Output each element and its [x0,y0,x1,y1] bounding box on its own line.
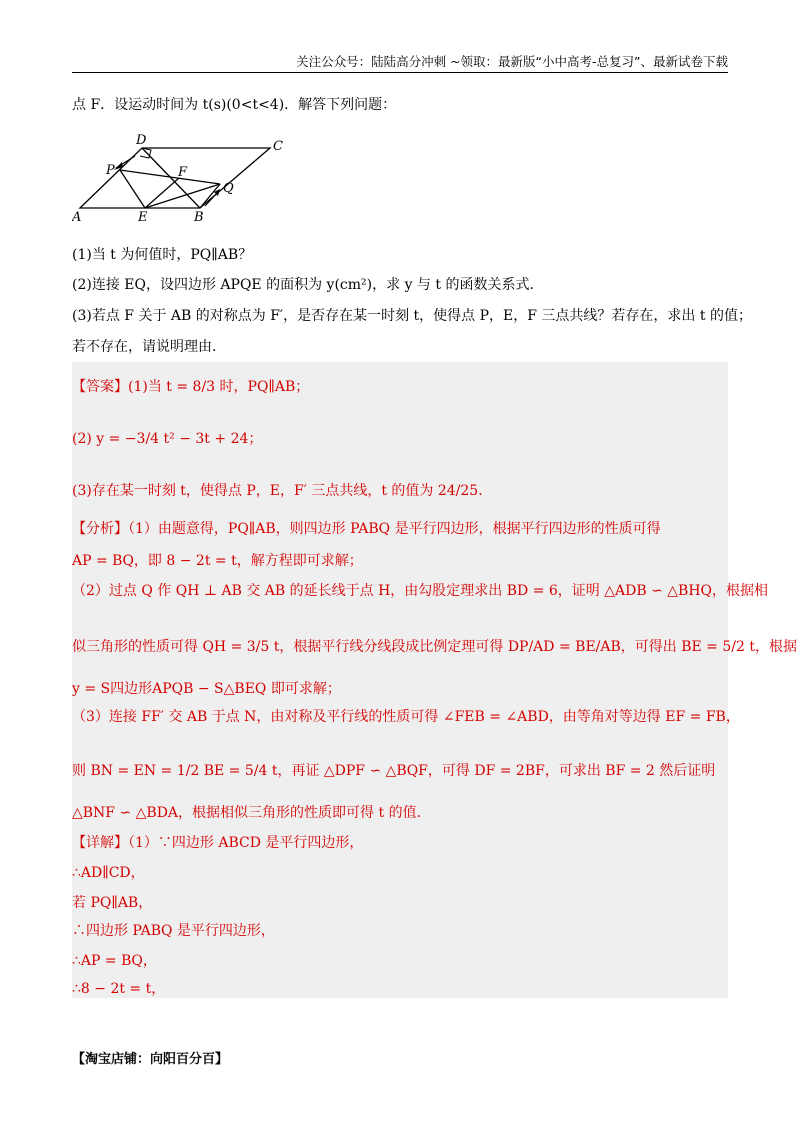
question-3-cont: 若不存在，请说明理由． [72,339,226,355]
detail-line-2: ∴AD∥CD， [72,865,145,881]
detail-line-6: ∴8 − 2t = t， [72,981,166,997]
label-Q: Q [223,181,234,196]
analysis-line-2: AP = BQ，即 8 − 2t = t，解方程即可求解； [72,553,363,569]
label-C: C [273,139,283,154]
page-footer: 【淘宝店铺：向阳百分百】 [72,1052,229,1067]
page-header: 关注公众号：陆陆高分冲刺 ~领取：最新版“小中高考-总复习”、最新试卷下载 [296,54,728,69]
answer-3: (3)存在某一时刻 t，使得点 P，E，F′ 三点共线，t 的值为 24/25． [72,483,493,499]
analysis-line-8: △BNF ∽ △BDA，根据相似三角形的性质即可得 t 的值． [72,805,431,821]
label-D: D [136,133,147,148]
parallelogram-figure [72,130,312,230]
question-3: (3)若点 F 关于 AB 的对称点为 F′，是否存在某一时刻 t，使得点 P，E，F 三点共线？若存在，求出 t 的值； [72,308,752,324]
label-P: P [106,163,115,178]
analysis-line-4: 似三角形的性质可得 QH = 3/5 t，根据平行线分线段成比例定理可得 DP/AD = BE/AB，可得出 BE = 5/2 t，根据 [72,639,797,655]
question-1: (1)当 t 为何值时，PQ∥AB？ [72,247,253,263]
answer-1: 【答案】(1)当 t = 8/3 时，PQ∥AB； [72,379,310,395]
label-B: B [194,210,204,225]
detail-line-3: 若 PQ∥AB， [72,895,153,911]
question-2: (2)连接 EQ，设四边形 APQE 的面积为 y(cm²)，求 y 与 t 的函数关系式． [72,277,544,293]
detail-line-5: ∴AP = BQ， [72,953,157,969]
label-A: A [72,210,82,225]
analysis-line-5: y = S四边形APQB − S△BEQ 即可求解； [72,681,341,697]
analysis-line-6: （3）连接 FF′ 交 AB 于点 N，由对称及平行线的性质可得 ∠FEB = ∠ABD，由等角对等边得 EF = FB， [72,709,740,725]
analysis-line-7: 则 BN = EN = 1/2 BE = 5/4 t，再证 △DPF ∽ △BQF，可得 DF = 2BF，可求出 BF = 2 然后证明 [72,763,716,779]
answer-2: (2) y = −3/4 t² − 3t + 24； [72,431,263,447]
detail-line-4: ∴四边形 PABQ 是平行四边形， [72,923,275,939]
label-F: F [178,165,188,180]
analysis-line-3: （2）过点 Q 作 QH ⊥ AB 交 AB 的延长线于点 H，由勾股定理求出 BD = 6，证明 △ADB ∽ △BHQ，根据相 [72,583,769,599]
analysis-line-1: 【分析】（1）由题意得，PQ∥AB，则四边形 PABQ 是平行四边形，根据平行四边形的性质可得 [72,521,661,537]
intro-text: 点 F．设运动时间为 t(s)(0<t<4)．解答下列问题： [72,97,397,113]
header-rule [72,72,728,73]
label-E: E [138,210,148,225]
detail-line-1: 【详解】（1）∵四边形 ABCD 是平行四边形， [72,835,364,851]
